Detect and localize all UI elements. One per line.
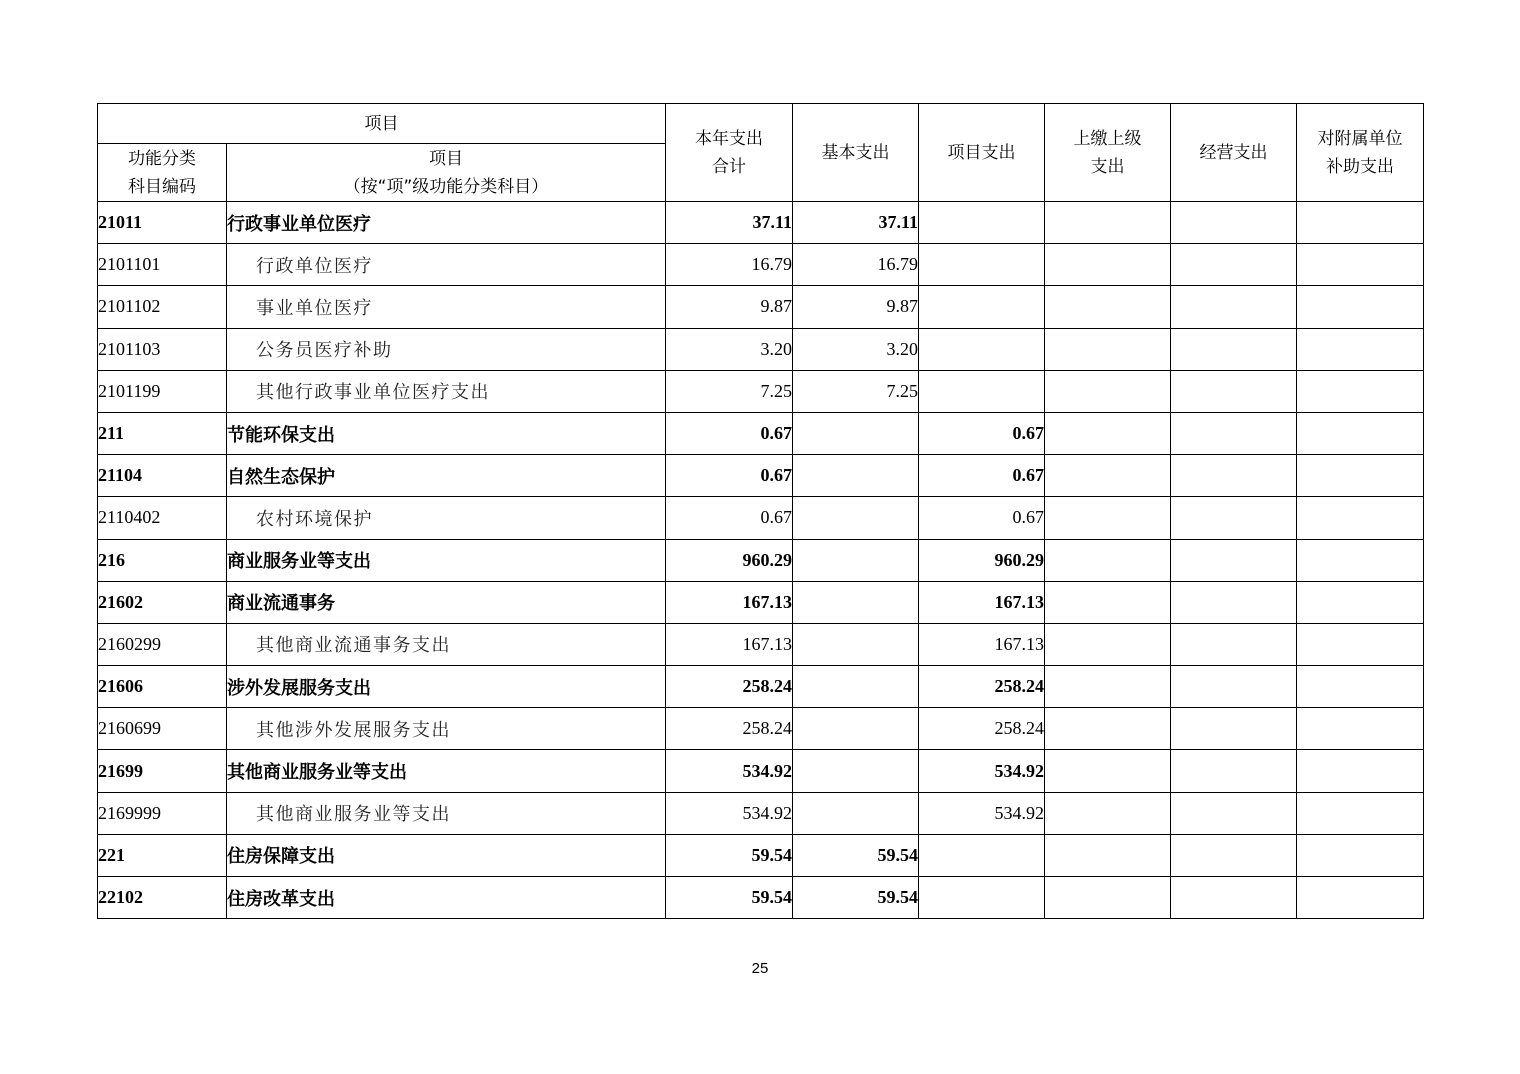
row-total: 258.24 bbox=[666, 666, 793, 708]
row-total: 960.29 bbox=[666, 539, 793, 581]
budget-expenditure-table bbox=[97, 103, 1424, 919]
row-total: 534.92 bbox=[666, 750, 793, 792]
row-subsidy bbox=[1297, 370, 1424, 412]
header-name-line2: （按“项”级功能分类科目） bbox=[343, 176, 549, 197]
table-row bbox=[98, 286, 1424, 328]
row-subsidy bbox=[1297, 412, 1424, 454]
table-row bbox=[98, 834, 1424, 876]
row-name: 农村环境保护 bbox=[227, 497, 666, 539]
row-subsidy bbox=[1297, 202, 1424, 244]
row-upper bbox=[1045, 750, 1171, 792]
header-business: 经营支出 bbox=[1171, 104, 1297, 202]
row-project bbox=[919, 286, 1045, 328]
row-name: 商业流通事务 bbox=[227, 581, 666, 623]
row-business bbox=[1171, 539, 1297, 581]
row-basic bbox=[793, 497, 919, 539]
row-upper bbox=[1045, 286, 1171, 328]
header-total-line1: 本年支出 bbox=[695, 128, 763, 149]
row-code: 2101199 bbox=[98, 370, 227, 412]
row-code: 2160299 bbox=[98, 623, 227, 665]
row-total: 59.54 bbox=[666, 877, 793, 919]
header-subsidy-line1: 对附属单位 bbox=[1317, 128, 1403, 149]
table-row bbox=[98, 370, 1424, 412]
row-total: 3.20 bbox=[666, 328, 793, 370]
row-basic bbox=[793, 455, 919, 497]
row-project: 534.92 bbox=[919, 750, 1045, 792]
row-upper bbox=[1045, 328, 1171, 370]
row-upper bbox=[1045, 708, 1171, 750]
table-row bbox=[98, 202, 1424, 244]
header-code bbox=[98, 144, 227, 202]
row-upper bbox=[1045, 877, 1171, 919]
row-business bbox=[1171, 412, 1297, 454]
row-business bbox=[1171, 286, 1297, 328]
row-subsidy bbox=[1297, 708, 1424, 750]
row-upper bbox=[1045, 623, 1171, 665]
row-name: 住房改革支出 bbox=[227, 877, 666, 919]
row-project: 534.92 bbox=[919, 792, 1045, 834]
header-upper-line2: 支出 bbox=[1090, 156, 1125, 177]
table-row bbox=[98, 455, 1424, 497]
row-total: 0.67 bbox=[666, 455, 793, 497]
table-row bbox=[98, 792, 1424, 834]
row-code: 2101102 bbox=[98, 286, 227, 328]
row-subsidy bbox=[1297, 244, 1424, 286]
row-name: 涉外发展服务支出 bbox=[227, 666, 666, 708]
row-code: 2110402 bbox=[98, 497, 227, 539]
row-project bbox=[919, 202, 1045, 244]
row-total: 258.24 bbox=[666, 708, 793, 750]
row-subsidy bbox=[1297, 877, 1424, 919]
row-code: 21602 bbox=[98, 581, 227, 623]
row-total: 9.87 bbox=[666, 286, 793, 328]
row-name: 行政事业单位医疗 bbox=[227, 202, 666, 244]
row-upper bbox=[1045, 539, 1171, 581]
row-total: 7.25 bbox=[666, 370, 793, 412]
row-subsidy bbox=[1297, 581, 1424, 623]
row-basic bbox=[793, 750, 919, 792]
row-project bbox=[919, 244, 1045, 286]
row-basic: 59.54 bbox=[793, 834, 919, 876]
header-subsidy-line2: 补助支出 bbox=[1326, 156, 1394, 177]
row-total: 0.67 bbox=[666, 412, 793, 454]
row-basic: 3.20 bbox=[793, 328, 919, 370]
row-basic: 37.11 bbox=[793, 202, 919, 244]
row-basic: 7.25 bbox=[793, 370, 919, 412]
row-business bbox=[1171, 202, 1297, 244]
row-business bbox=[1171, 370, 1297, 412]
row-subsidy bbox=[1297, 792, 1424, 834]
header-subsidy bbox=[1297, 104, 1424, 202]
row-code: 21011 bbox=[98, 202, 227, 244]
row-total: 59.54 bbox=[666, 834, 793, 876]
header-code-line2: 科目编码 bbox=[128, 176, 196, 197]
row-subsidy bbox=[1297, 539, 1424, 581]
row-project: 960.29 bbox=[919, 539, 1045, 581]
row-basic bbox=[793, 623, 919, 665]
row-upper bbox=[1045, 581, 1171, 623]
row-name: 节能环保支出 bbox=[227, 412, 666, 454]
row-name: 行政单位医疗 bbox=[227, 244, 666, 286]
table-row bbox=[98, 877, 1424, 919]
row-project: 0.67 bbox=[919, 455, 1045, 497]
row-business bbox=[1171, 244, 1297, 286]
row-code: 216 bbox=[98, 539, 227, 581]
row-project: 0.67 bbox=[919, 412, 1045, 454]
page-number: 25 bbox=[751, 960, 769, 977]
row-project bbox=[919, 834, 1045, 876]
row-business bbox=[1171, 455, 1297, 497]
row-name: 事业单位医疗 bbox=[227, 286, 666, 328]
table-row bbox=[98, 244, 1424, 286]
table-row bbox=[98, 623, 1424, 665]
row-basic: 16.79 bbox=[793, 244, 919, 286]
row-basic: 59.54 bbox=[793, 877, 919, 919]
row-business bbox=[1171, 750, 1297, 792]
table-row bbox=[98, 412, 1424, 454]
table-row bbox=[98, 539, 1424, 581]
row-upper bbox=[1045, 370, 1171, 412]
row-upper bbox=[1045, 202, 1171, 244]
row-project bbox=[919, 328, 1045, 370]
row-upper bbox=[1045, 244, 1171, 286]
row-code: 2160699 bbox=[98, 708, 227, 750]
row-basic bbox=[793, 792, 919, 834]
row-basic bbox=[793, 581, 919, 623]
row-code: 21606 bbox=[98, 666, 227, 708]
row-business bbox=[1171, 666, 1297, 708]
row-project bbox=[919, 370, 1045, 412]
row-name: 其他行政事业单位医疗支出 bbox=[227, 370, 666, 412]
row-subsidy bbox=[1297, 328, 1424, 370]
row-name: 其他商业服务业等支出 bbox=[227, 750, 666, 792]
row-name: 住房保障支出 bbox=[227, 834, 666, 876]
header-name-line1: 项目 bbox=[429, 148, 463, 169]
table-row bbox=[98, 708, 1424, 750]
row-basic bbox=[793, 539, 919, 581]
row-basic bbox=[793, 666, 919, 708]
row-code: 2101103 bbox=[98, 328, 227, 370]
header-code-line1: 功能分类 bbox=[128, 148, 196, 169]
row-total: 167.13 bbox=[666, 623, 793, 665]
row-subsidy bbox=[1297, 286, 1424, 328]
row-subsidy bbox=[1297, 455, 1424, 497]
row-total: 0.67 bbox=[666, 497, 793, 539]
row-project: 258.24 bbox=[919, 666, 1045, 708]
header-project: 项目支出 bbox=[919, 104, 1045, 202]
row-project bbox=[919, 877, 1045, 919]
row-total: 534.92 bbox=[666, 792, 793, 834]
row-subsidy bbox=[1297, 750, 1424, 792]
row-upper bbox=[1045, 497, 1171, 539]
row-total: 167.13 bbox=[666, 581, 793, 623]
row-project: 258.24 bbox=[919, 708, 1045, 750]
row-basic bbox=[793, 412, 919, 454]
row-total: 16.79 bbox=[666, 244, 793, 286]
row-code: 21699 bbox=[98, 750, 227, 792]
row-code: 22102 bbox=[98, 877, 227, 919]
row-subsidy bbox=[1297, 497, 1424, 539]
header-name bbox=[227, 144, 666, 202]
header-total bbox=[666, 104, 793, 202]
row-upper bbox=[1045, 834, 1171, 876]
row-basic: 9.87 bbox=[793, 286, 919, 328]
row-upper bbox=[1045, 412, 1171, 454]
table-row bbox=[98, 581, 1424, 623]
row-total: 37.11 bbox=[666, 202, 793, 244]
header-upper bbox=[1045, 104, 1171, 202]
table-row bbox=[98, 666, 1424, 708]
row-name: 公务员医疗补助 bbox=[227, 328, 666, 370]
row-project: 167.13 bbox=[919, 623, 1045, 665]
row-business bbox=[1171, 877, 1297, 919]
row-business bbox=[1171, 581, 1297, 623]
row-code: 2101101 bbox=[98, 244, 227, 286]
table-row bbox=[98, 328, 1424, 370]
row-code: 221 bbox=[98, 834, 227, 876]
row-name: 自然生态保护 bbox=[227, 455, 666, 497]
row-business bbox=[1171, 792, 1297, 834]
header-total-line2: 合计 bbox=[712, 156, 746, 177]
table-row bbox=[98, 750, 1424, 792]
row-subsidy bbox=[1297, 623, 1424, 665]
row-code: 2169999 bbox=[98, 792, 227, 834]
row-business bbox=[1171, 834, 1297, 876]
row-business bbox=[1171, 328, 1297, 370]
row-subsidy bbox=[1297, 834, 1424, 876]
row-name: 其他商业服务业等支出 bbox=[227, 792, 666, 834]
row-code: 211 bbox=[98, 412, 227, 454]
header-upper-line1: 上缴上级 bbox=[1073, 128, 1142, 149]
row-upper bbox=[1045, 792, 1171, 834]
row-name: 其他商业流通事务支出 bbox=[227, 623, 666, 665]
row-project: 0.67 bbox=[919, 497, 1045, 539]
row-subsidy bbox=[1297, 666, 1424, 708]
row-code: 21104 bbox=[98, 455, 227, 497]
header-basic: 基本支出 bbox=[793, 104, 919, 202]
row-upper bbox=[1045, 666, 1171, 708]
row-business bbox=[1171, 708, 1297, 750]
row-business bbox=[1171, 623, 1297, 665]
row-basic bbox=[793, 708, 919, 750]
row-business bbox=[1171, 497, 1297, 539]
header-item: 项目 bbox=[98, 104, 666, 144]
row-name: 商业服务业等支出 bbox=[227, 539, 666, 581]
row-name: 其他涉外发展服务支出 bbox=[227, 708, 666, 750]
row-project: 167.13 bbox=[919, 581, 1045, 623]
table-row bbox=[98, 497, 1424, 539]
row-upper bbox=[1045, 455, 1171, 497]
